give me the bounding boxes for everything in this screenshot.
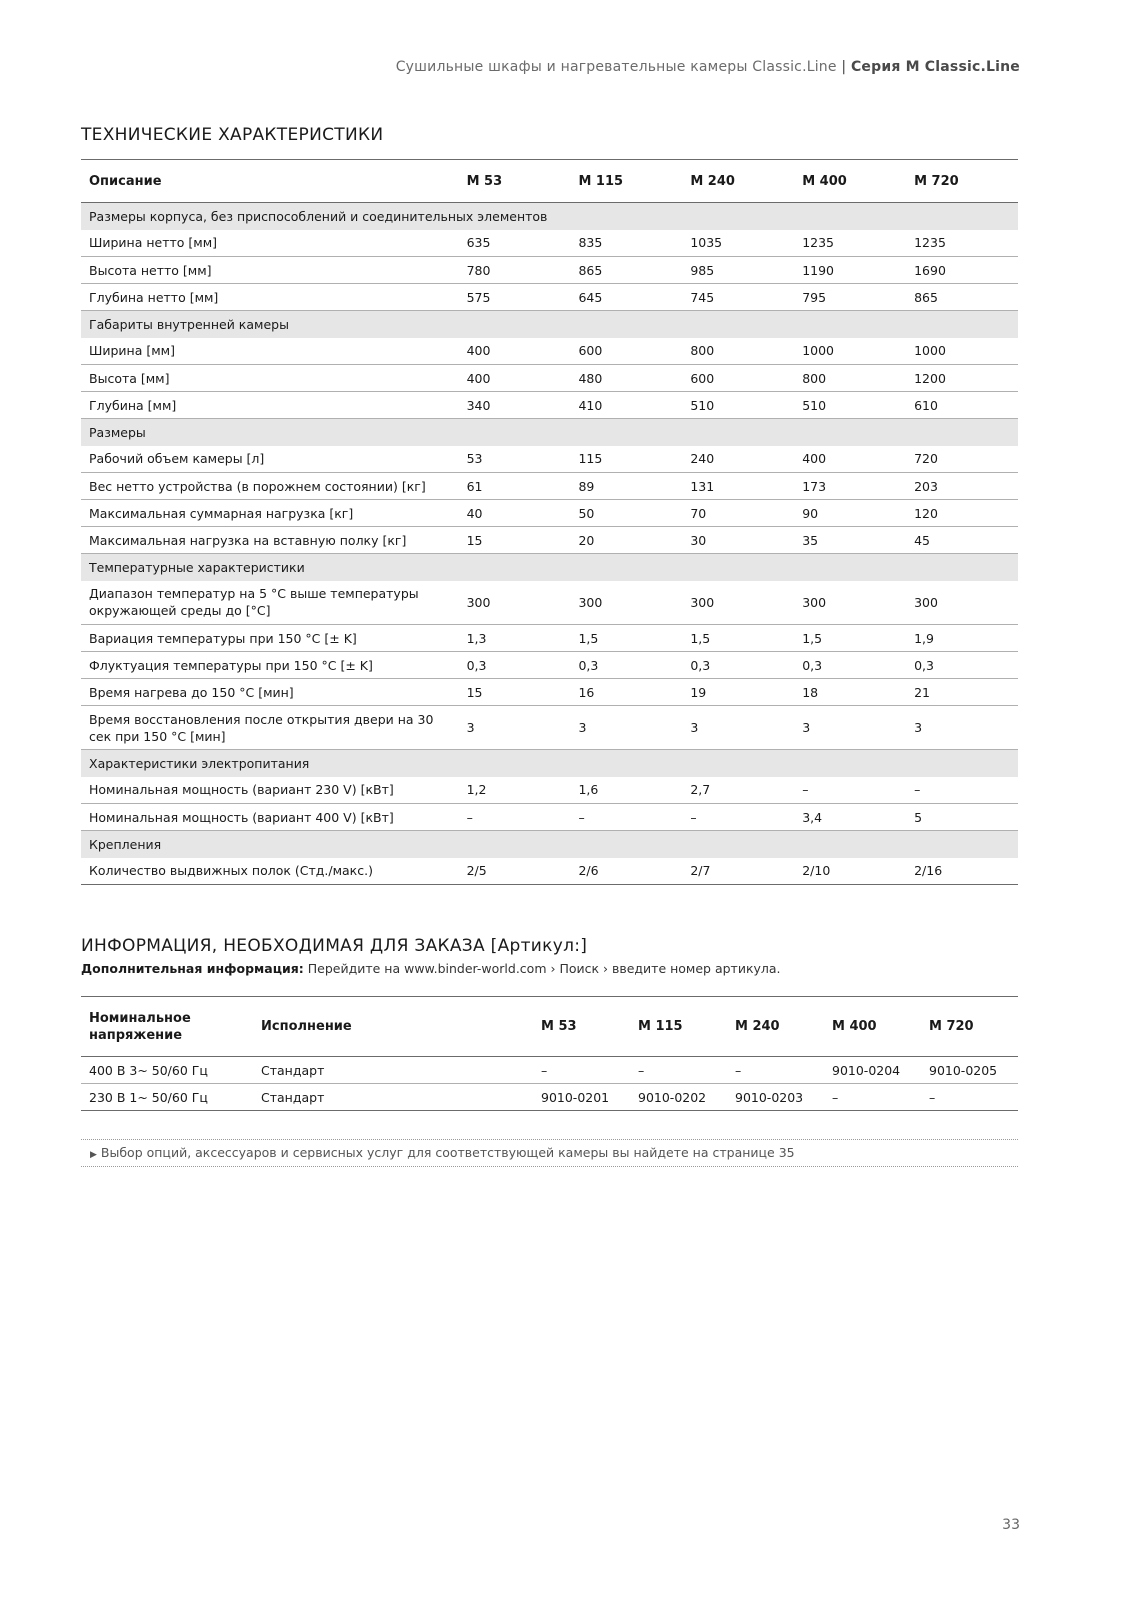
cell-value: – bbox=[459, 804, 571, 831]
table-row bbox=[81, 581, 1018, 625]
article-number-cell: – bbox=[533, 1057, 630, 1084]
table-row bbox=[81, 230, 1018, 257]
cell-value: – bbox=[794, 777, 906, 804]
running-header bbox=[396, 59, 1020, 75]
article-number-cell: 9010-0201 bbox=[533, 1084, 630, 1111]
specs-header-row bbox=[81, 160, 1018, 203]
article-number-cell: 9010-0202 bbox=[630, 1084, 727, 1111]
cell-value: 18 bbox=[794, 679, 906, 706]
order-table bbox=[81, 996, 1018, 1111]
column-header: Описание bbox=[81, 160, 459, 203]
specs-title: ТЕХНИЧЕСКИЕ ХАРАКТЕРИСТИКИ bbox=[81, 125, 384, 145]
triangle-right-icon: ▶ bbox=[90, 1150, 97, 1160]
cell-value: 795 bbox=[794, 284, 906, 311]
cell-value: 1,5 bbox=[570, 625, 682, 652]
cell-value: 1,5 bbox=[682, 625, 794, 652]
order-info bbox=[81, 961, 781, 976]
column-header: M 720 bbox=[921, 997, 1018, 1057]
cell-value: 3 bbox=[794, 706, 906, 750]
group-label: Размеры корпуса, без приспособлений и соединительных элементов bbox=[81, 203, 1018, 230]
cell-value: 300 bbox=[794, 581, 906, 625]
cell-value: 300 bbox=[459, 581, 571, 625]
column-header: M 53 bbox=[459, 160, 571, 203]
cell-value: 1,3 bbox=[459, 625, 571, 652]
cell-value: 800 bbox=[682, 338, 794, 365]
cell-value: 865 bbox=[570, 257, 682, 284]
cell-value: 131 bbox=[682, 473, 794, 500]
cell-value: 120 bbox=[906, 500, 1018, 527]
table-row bbox=[81, 338, 1018, 365]
column-header: M 115 bbox=[630, 997, 727, 1057]
table-row bbox=[81, 446, 1018, 473]
cell-value: 3,4 bbox=[794, 804, 906, 831]
group-row bbox=[81, 750, 1018, 777]
cell-value: 3 bbox=[459, 706, 571, 750]
article-number-cell: 9010-0205 bbox=[921, 1057, 1018, 1084]
cell-value: 1035 bbox=[682, 230, 794, 257]
order-title: ИНФОРМАЦИЯ, НЕОБХОДИМАЯ ДЛЯ ЗАКАЗА [Артикул:] bbox=[81, 936, 588, 956]
cell-value: 400 bbox=[459, 365, 571, 392]
cell-value: 3 bbox=[570, 706, 682, 750]
page-number: 33 bbox=[1002, 1517, 1020, 1533]
table-row bbox=[81, 858, 1018, 885]
cell-value: 0,3 bbox=[794, 652, 906, 679]
cell-value: 45 bbox=[906, 527, 1018, 554]
row-label: Рабочий объем камеры [л] bbox=[81, 446, 459, 473]
column-header: Исполнение bbox=[253, 997, 533, 1057]
row-label: Максимальная суммарная нагрузка [кг] bbox=[81, 500, 459, 527]
row-label: Ширина [мм] bbox=[81, 338, 459, 365]
header-title: Сушильные шкафы и нагревательные камеры Classic.Line bbox=[395, 59, 837, 75]
order-info-label: Дополнительная информация: bbox=[81, 961, 304, 976]
cell-value: 0,3 bbox=[459, 652, 571, 679]
row-label: Диапазон температур на 5 °C выше температуры окружающей среды до [°C] bbox=[81, 581, 459, 625]
cell-value: 745 bbox=[682, 284, 794, 311]
table-row bbox=[81, 392, 1018, 419]
group-row bbox=[81, 554, 1018, 581]
article-number-cell: – bbox=[727, 1057, 824, 1084]
cell-value: 1000 bbox=[906, 338, 1018, 365]
cell-value: 15 bbox=[459, 527, 571, 554]
header-series: Серия M Classic.Line bbox=[850, 59, 1020, 75]
row-label: Глубина [мм] bbox=[81, 392, 459, 419]
cell-value: 780 bbox=[459, 257, 571, 284]
row-label: Номинальная мощность (вариант 230 V) [кВт] bbox=[81, 777, 459, 804]
column-header: M 400 bbox=[794, 160, 906, 203]
cell-value: 21 bbox=[906, 679, 1018, 706]
cell-value: 510 bbox=[682, 392, 794, 419]
cell-value: 300 bbox=[570, 581, 682, 625]
table-row bbox=[81, 679, 1018, 706]
specs-table bbox=[81, 159, 1018, 885]
header-separator: | bbox=[841, 59, 847, 75]
cell-value: 90 bbox=[794, 500, 906, 527]
cell-value: 0,3 bbox=[906, 652, 1018, 679]
cell-value: 50 bbox=[570, 500, 682, 527]
cell-value: 300 bbox=[682, 581, 794, 625]
group-label: Крепления bbox=[81, 831, 1018, 858]
row-label: Вес нетто устройства (в порожнем состоянии) [кг] bbox=[81, 473, 459, 500]
group-label: Температурные характеристики bbox=[81, 554, 1018, 581]
cell-value: 89 bbox=[570, 473, 682, 500]
row-label: Флуктуация температуры при 150 °C [± K] bbox=[81, 652, 459, 679]
column-header: M 400 bbox=[824, 997, 921, 1057]
order-header-row bbox=[81, 997, 1018, 1057]
cell-value: 30 bbox=[682, 527, 794, 554]
cell-value: 1000 bbox=[794, 338, 906, 365]
row-label: Номинальная мощность (вариант 400 V) [кВт] bbox=[81, 804, 459, 831]
cell-value: 1690 bbox=[906, 257, 1018, 284]
cell-value: 16 bbox=[570, 679, 682, 706]
group-label: Габариты внутренней камеры bbox=[81, 311, 1018, 338]
cell-value: 15 bbox=[459, 679, 571, 706]
table-row bbox=[81, 257, 1018, 284]
table-row bbox=[81, 473, 1018, 500]
cell-value: 20 bbox=[570, 527, 682, 554]
cell-value: 400 bbox=[794, 446, 906, 473]
table-row bbox=[81, 284, 1018, 311]
cell-value: 800 bbox=[794, 365, 906, 392]
cell-value: 2/5 bbox=[459, 858, 571, 885]
cell-value: 610 bbox=[906, 392, 1018, 419]
column-header: M 115 bbox=[570, 160, 682, 203]
version-cell: Стандарт bbox=[253, 1084, 533, 1111]
cell-value: 0,3 bbox=[682, 652, 794, 679]
column-header: M 240 bbox=[727, 997, 824, 1057]
column-header: M 53 bbox=[533, 997, 630, 1057]
cell-value: 835 bbox=[570, 230, 682, 257]
cell-value: 70 bbox=[682, 500, 794, 527]
table-row bbox=[81, 1084, 1018, 1111]
cell-value: 19 bbox=[682, 679, 794, 706]
cell-value: – bbox=[570, 804, 682, 831]
cell-value: 1,2 bbox=[459, 777, 571, 804]
row-label: Ширина нетто [мм] bbox=[81, 230, 459, 257]
table-row bbox=[81, 777, 1018, 804]
version-cell: Стандарт bbox=[253, 1057, 533, 1084]
cell-value: 3 bbox=[906, 706, 1018, 750]
article-number-cell: – bbox=[824, 1084, 921, 1111]
cell-value: 1200 bbox=[906, 365, 1018, 392]
cell-value: 203 bbox=[906, 473, 1018, 500]
cell-value: 1,6 bbox=[570, 777, 682, 804]
cell-value: 480 bbox=[570, 365, 682, 392]
cell-value: 35 bbox=[794, 527, 906, 554]
row-label: Глубина нетто [мм] bbox=[81, 284, 459, 311]
cell-value: 5 bbox=[906, 804, 1018, 831]
cell-value: 720 bbox=[906, 446, 1018, 473]
column-header: Номинальное напряжение bbox=[81, 997, 253, 1057]
table-row bbox=[81, 527, 1018, 554]
column-header: M 720 bbox=[906, 160, 1018, 203]
group-label: Характеристики электропитания bbox=[81, 750, 1018, 777]
cell-value: 2/16 bbox=[906, 858, 1018, 885]
cell-value: 1,9 bbox=[906, 625, 1018, 652]
row-label: Вариация температуры при 150 °C [± K] bbox=[81, 625, 459, 652]
row-label: Высота [мм] bbox=[81, 365, 459, 392]
cell-value: – bbox=[906, 777, 1018, 804]
table-row bbox=[81, 652, 1018, 679]
table-row bbox=[81, 1057, 1018, 1084]
cell-value: 2,7 bbox=[682, 777, 794, 804]
cell-value: 575 bbox=[459, 284, 571, 311]
cell-value: 1,5 bbox=[794, 625, 906, 652]
cell-value: 1235 bbox=[906, 230, 1018, 257]
cell-value: 340 bbox=[459, 392, 571, 419]
article-number-cell: 9010-0203 bbox=[727, 1084, 824, 1111]
group-row bbox=[81, 831, 1018, 858]
cell-value: 510 bbox=[794, 392, 906, 419]
cell-value: 985 bbox=[682, 257, 794, 284]
cell-value: 300 bbox=[906, 581, 1018, 625]
cell-value: 600 bbox=[570, 338, 682, 365]
cell-value: 1190 bbox=[794, 257, 906, 284]
cell-value: 410 bbox=[570, 392, 682, 419]
cell-value: 115 bbox=[570, 446, 682, 473]
cell-value: 40 bbox=[459, 500, 571, 527]
cell-value: 2/10 bbox=[794, 858, 906, 885]
cell-value: 1235 bbox=[794, 230, 906, 257]
row-label: Время восстановления после открытия двери на 30 сек при 150 °C [мин] bbox=[81, 706, 459, 750]
group-row bbox=[81, 419, 1018, 446]
row-label: Максимальная нагрузка на вставную полку [кг] bbox=[81, 527, 459, 554]
article-number-cell: – bbox=[921, 1084, 1018, 1111]
cell-value: 240 bbox=[682, 446, 794, 473]
group-row bbox=[81, 203, 1018, 230]
cell-value: – bbox=[682, 804, 794, 831]
accessories-note bbox=[81, 1139, 1018, 1167]
cell-value: 2/7 bbox=[682, 858, 794, 885]
cell-value: 2/6 bbox=[570, 858, 682, 885]
row-label: Время нагрева до 150 °C [мин] bbox=[81, 679, 459, 706]
voltage-cell: 230 В 1~ 50/60 Гц bbox=[81, 1084, 253, 1111]
cell-value: 53 bbox=[459, 446, 571, 473]
note-text: Выбор опций, аксессуаров и сервисных услуг для соответствующей камеры вы найдете на странице 35 bbox=[100, 1145, 795, 1160]
cell-value: 645 bbox=[570, 284, 682, 311]
cell-value: 635 bbox=[459, 230, 571, 257]
group-label: Размеры bbox=[81, 419, 1018, 446]
group-row bbox=[81, 311, 1018, 338]
cell-value: 865 bbox=[906, 284, 1018, 311]
cell-value: 3 bbox=[682, 706, 794, 750]
cell-value: 61 bbox=[459, 473, 571, 500]
cell-value: 600 bbox=[682, 365, 794, 392]
article-number-cell: 9010-0204 bbox=[824, 1057, 921, 1084]
table-row bbox=[81, 804, 1018, 831]
column-header: M 240 bbox=[682, 160, 794, 203]
voltage-cell: 400 В 3~ 50/60 Гц bbox=[81, 1057, 253, 1084]
cell-value: 173 bbox=[794, 473, 906, 500]
article-number-cell: – bbox=[630, 1057, 727, 1084]
row-label: Высота нетто [мм] bbox=[81, 257, 459, 284]
cell-value: 400 bbox=[459, 338, 571, 365]
table-row bbox=[81, 625, 1018, 652]
table-row bbox=[81, 365, 1018, 392]
cell-value: 0,3 bbox=[570, 652, 682, 679]
order-info-text: Перейдите на www.binder-world.com › Поиск › введите номер артикула. bbox=[307, 961, 781, 976]
row-label: Количество выдвижных полок (Стд./макс.) bbox=[81, 858, 459, 885]
table-row bbox=[81, 500, 1018, 527]
table-row bbox=[81, 706, 1018, 750]
